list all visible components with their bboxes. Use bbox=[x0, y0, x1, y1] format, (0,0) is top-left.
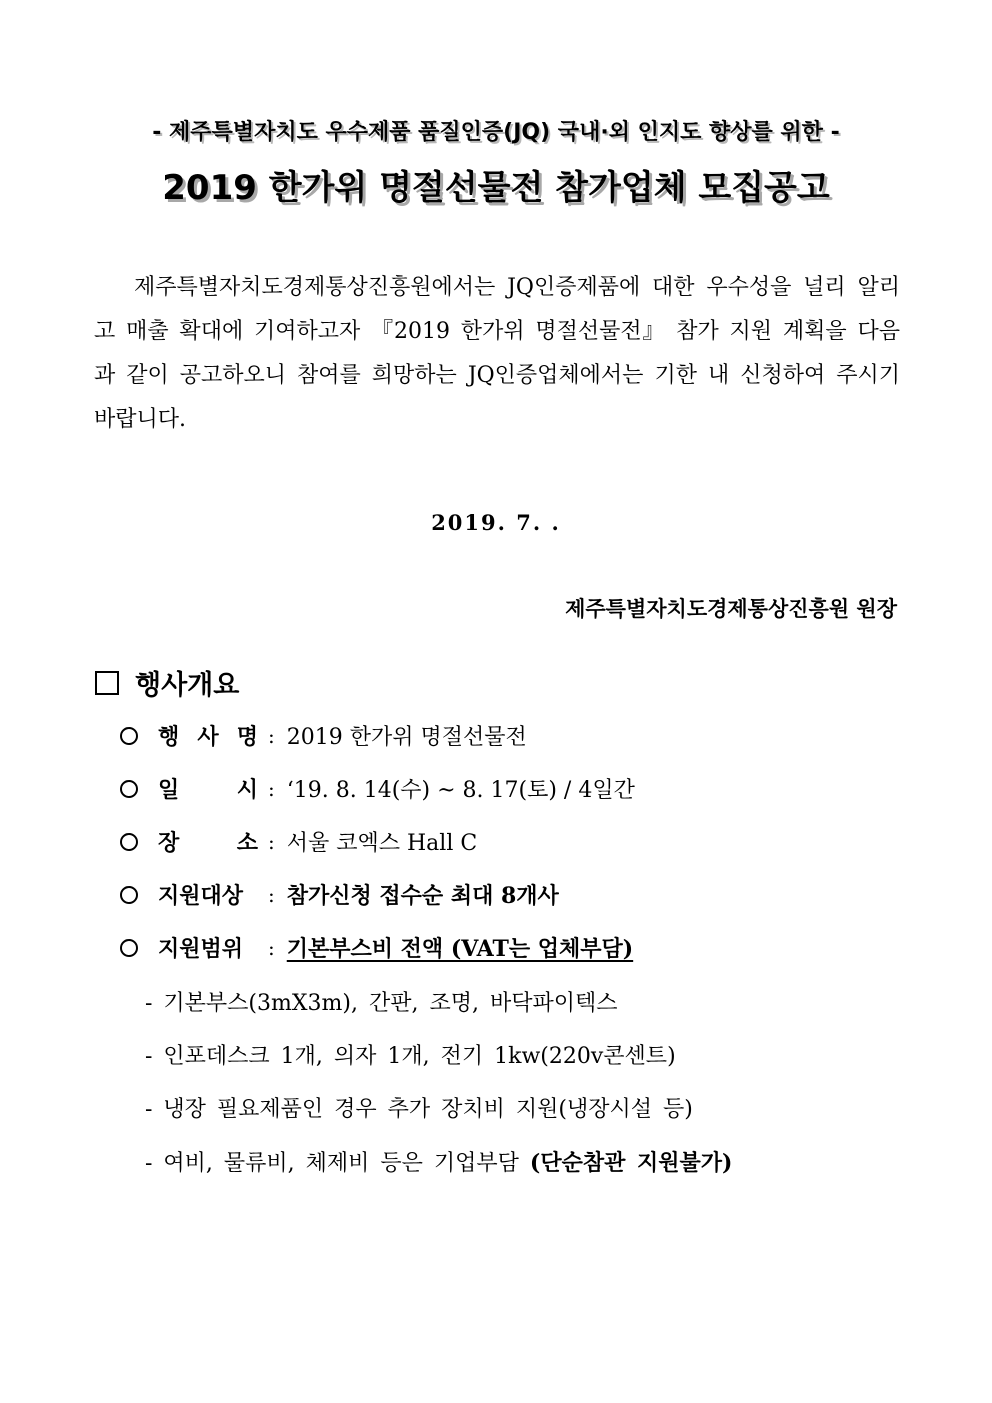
overview-label: 행 사 명 bbox=[158, 724, 258, 750]
circle-bullet-icon bbox=[120, 886, 138, 904]
overview-colon: : bbox=[268, 776, 275, 801]
section-heading-text: 행사개요 bbox=[135, 670, 240, 701]
detail-item: - 냉장 필요제품인 경우 추가 장치비 지원(냉장시설 등) bbox=[145, 1097, 693, 1122]
overview-row-venue bbox=[120, 826, 477, 857]
circle-bullet-icon bbox=[120, 939, 138, 957]
detail-item-emphasis: (단순참관 지원불가) bbox=[529, 1150, 733, 1176]
detail-item: - 기본부스(3mX3m), 간판, 조명, 바닥파이텍스 bbox=[145, 991, 618, 1016]
overview-label: 지원대상 bbox=[158, 883, 244, 909]
overview-label: 장 소 bbox=[158, 830, 258, 856]
circle-bullet-icon bbox=[120, 833, 138, 851]
section-heading bbox=[95, 663, 239, 702]
intro-paragraph bbox=[94, 266, 900, 442]
overview-value: ‘19. 8. 14(수) ~ 8. 17(토) / 4일간 bbox=[286, 778, 635, 803]
overview-colon: : bbox=[268, 882, 275, 907]
document-subtitle: - 제주특별자치도 우수제품 품질인증(JQ) 국내·외 인지도 향상를 위한 - bbox=[152, 120, 840, 145]
overview-colon: : bbox=[268, 935, 275, 960]
overview-value: 기본부스비 전액 (VAT는 업체부담) bbox=[286, 936, 634, 962]
overview-row-target bbox=[120, 879, 559, 910]
overview-label: 일 시 bbox=[158, 777, 258, 803]
square-bullet-icon bbox=[95, 671, 119, 695]
intro-text: 제주특별자치도경제통상진흥원에서는 JQ인증제품에 대한 우수성을 널리 알리고 매출 확대에 기여하고자 『2019 한가위 명절선물전』 참가 지원 계획을 다음과 같이 공고하오니 참여를 희망하는 JQ인증업체에서는 기한 내 신청하여 주시기 바랍니다. bbox=[94, 275, 900, 432]
overview-row-scope bbox=[120, 932, 633, 963]
announcement-signer: 제주특별자치도경제통상진흥원 원장 bbox=[565, 596, 897, 621]
detail-item-text: - 여비, 물류비, 체제비 등은 기업부담 bbox=[145, 1151, 530, 1176]
overview-value: 참가신청 접수순 최대 8개사 bbox=[286, 883, 559, 909]
announcement-date: 2019. 7. . bbox=[431, 510, 561, 535]
overview-colon: : bbox=[268, 829, 275, 854]
detail-item bbox=[145, 1146, 732, 1177]
overview-label: 지원범위 bbox=[158, 936, 244, 962]
overview-value: 2019 한가위 명절선물전 bbox=[286, 725, 527, 750]
document-title: 2019 한가위 명절선물전 참가업체 모집공고 bbox=[162, 168, 830, 208]
overview-row-event-name bbox=[120, 720, 527, 751]
circle-bullet-icon bbox=[120, 780, 138, 798]
overview-colon: : bbox=[268, 723, 275, 748]
circle-bullet-icon bbox=[120, 727, 138, 745]
detail-item: - 인포데스크 1개, 의자 1개, 전기 1kw(220v콘센트) bbox=[145, 1044, 676, 1069]
overview-value: 서울 코엑스 Hall C bbox=[286, 831, 478, 856]
overview-row-schedule bbox=[120, 773, 635, 804]
